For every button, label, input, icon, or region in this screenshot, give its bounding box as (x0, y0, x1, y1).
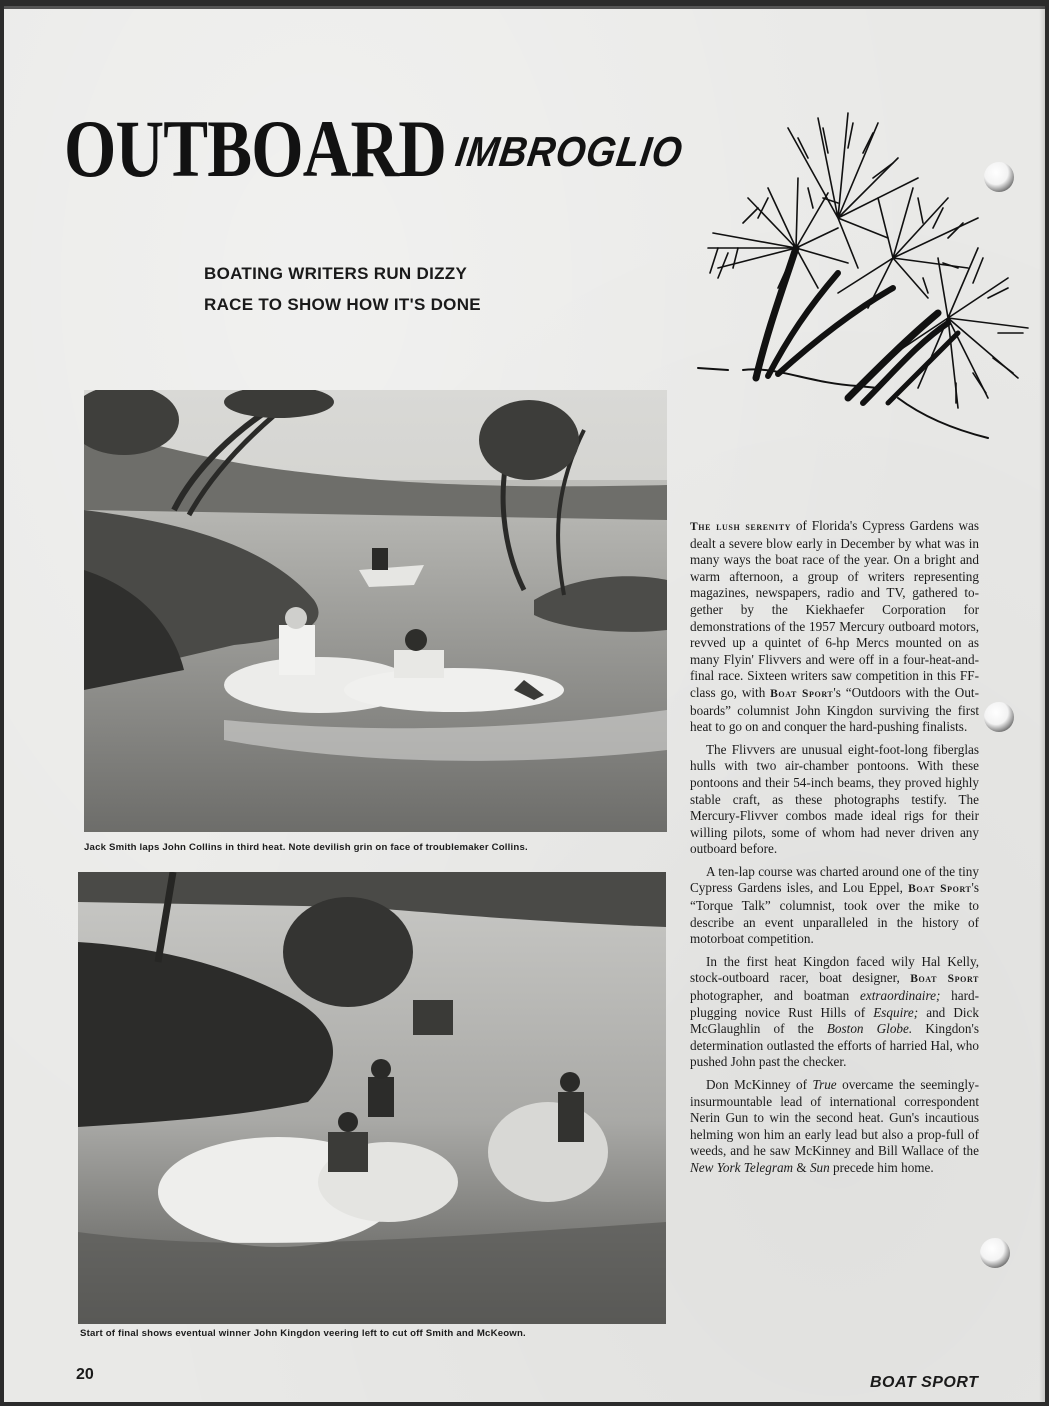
text-run: precede him home. (829, 1159, 934, 1175)
italic-run: Esquire; (873, 1004, 919, 1020)
article-paragraph (690, 1077, 979, 1177)
photo-1-scene (84, 390, 667, 832)
binder-hole-icon (980, 1238, 1010, 1268)
italic-run: extraordinaire; (860, 988, 941, 1004)
text-run: of Florida's Cypress Gardens was dealt a severe blow early in December by what was in many ways the boat race of the year. On a bright and warm afternoon, a group of writers representing magazines, newspapers, radio and TV, gathered together by the Kiekhaefer Corporation for demonstrations of the 1957 Mercury outboard motors, revved up a quintet of 6-hp Mercs mounted on as many Flyin' Flivvers and were off in a four-heat-and-final race. Sixteen writers saw competition in this FF-class go, with (690, 518, 979, 700)
italic-run: Sun (809, 1159, 830, 1175)
headline-main: OUTBOARD (64, 103, 446, 194)
magazine-mention: Boat Sport (910, 973, 979, 986)
page-number: 20 (76, 1366, 94, 1383)
text-run: Don McKinney of (706, 1077, 813, 1092)
text-run: hard-plugging novice Rust Hills of (690, 988, 980, 1020)
binder-hole-icon (984, 162, 1014, 192)
magazine-name: BOAT SPORT (870, 1374, 979, 1391)
binder-hole-icon (984, 702, 1014, 732)
text-run: and Dick McGlaughlin of the (690, 1004, 979, 1037)
page-top-edge (4, 6, 1045, 9)
lead-in: The lush serenity (690, 521, 792, 533)
italic-run: True (812, 1077, 837, 1092)
palm-trees-drawing-icon (688, 98, 1038, 443)
italic-run: New York Telegram (690, 1159, 794, 1175)
text-run: photographer, and boatman (690, 988, 861, 1004)
text-run: In the first heat Kingdon faced wily Hal Kelly, stock-outboard racer, boat designer, (690, 953, 979, 986)
deck-line-1: BOATING WRITERS RUN DIZZY (204, 264, 468, 283)
headline (64, 102, 686, 196)
magazine-page (4, 6, 1045, 1402)
article-paragraph (690, 518, 979, 736)
magazine-mention: Boat Sport (770, 687, 834, 700)
text-run: 's “Outdoors with the Outboards” columnist John Kingdon surviving the first heat to go on and conquer the hard-pushing finalists. (690, 684, 979, 735)
text-run: A ten-lap course was charted around one of the tiny Cypress Gardens isles, and Lou Eppel, (690, 863, 979, 896)
race-photo-start-of-final (78, 872, 666, 1324)
text-run: & (793, 1159, 810, 1175)
deck (204, 258, 481, 320)
article-paragraph: The Flivvers are unusual eight-foot-long fiberglas hulls with two air-chamber pontoons. With these pontoons and their 54-inch beams, they proved highly stable craft, as these photographs testify. The Mercury-Flivver combos made ideal rigs for their willing pilots, some of whom had never driven any outboard before. (690, 741, 979, 857)
text-run: Kingdon's determination outlasted the efforts of harried Hal, who pushed John past the checker. (690, 1021, 979, 1070)
photo-2-scene (78, 872, 666, 1324)
magazine-mention: Boat Sport (908, 883, 972, 896)
deck-line-2: RACE TO SHOW HOW IT'S DONE (204, 295, 481, 314)
headline-sub: IMBROGLIO (452, 128, 686, 175)
article-paragraph (690, 864, 979, 948)
race-photo-third-heat (84, 390, 667, 832)
photo-1-caption: Jack Smith laps John Collins in third heat. Note devilish grin on face of troublemaker Collins. (84, 842, 528, 853)
article-body (690, 518, 979, 1183)
text-run: overcame the seemingly-insurmountable lead of international correspondent Nerin Gun to win the second heat. Gun's incautious helming won him an early lead but also a prop-full of weeds, and he saw McKinney and Bill Wallace of the (690, 1077, 979, 1159)
text-run: 's “Torque Talk” columnist, took over the mike to describe an event unparalleled in the history of motorboat competition. (690, 880, 979, 947)
italic-run: Boston Globe. (826, 1021, 913, 1037)
page-edge-shadow (1039, 6, 1045, 1402)
photo-2-caption: Start of final shows eventual winner John Kingdon veering left to cut off Smith and McKeown. (80, 1328, 526, 1339)
article-paragraph (690, 954, 979, 1071)
